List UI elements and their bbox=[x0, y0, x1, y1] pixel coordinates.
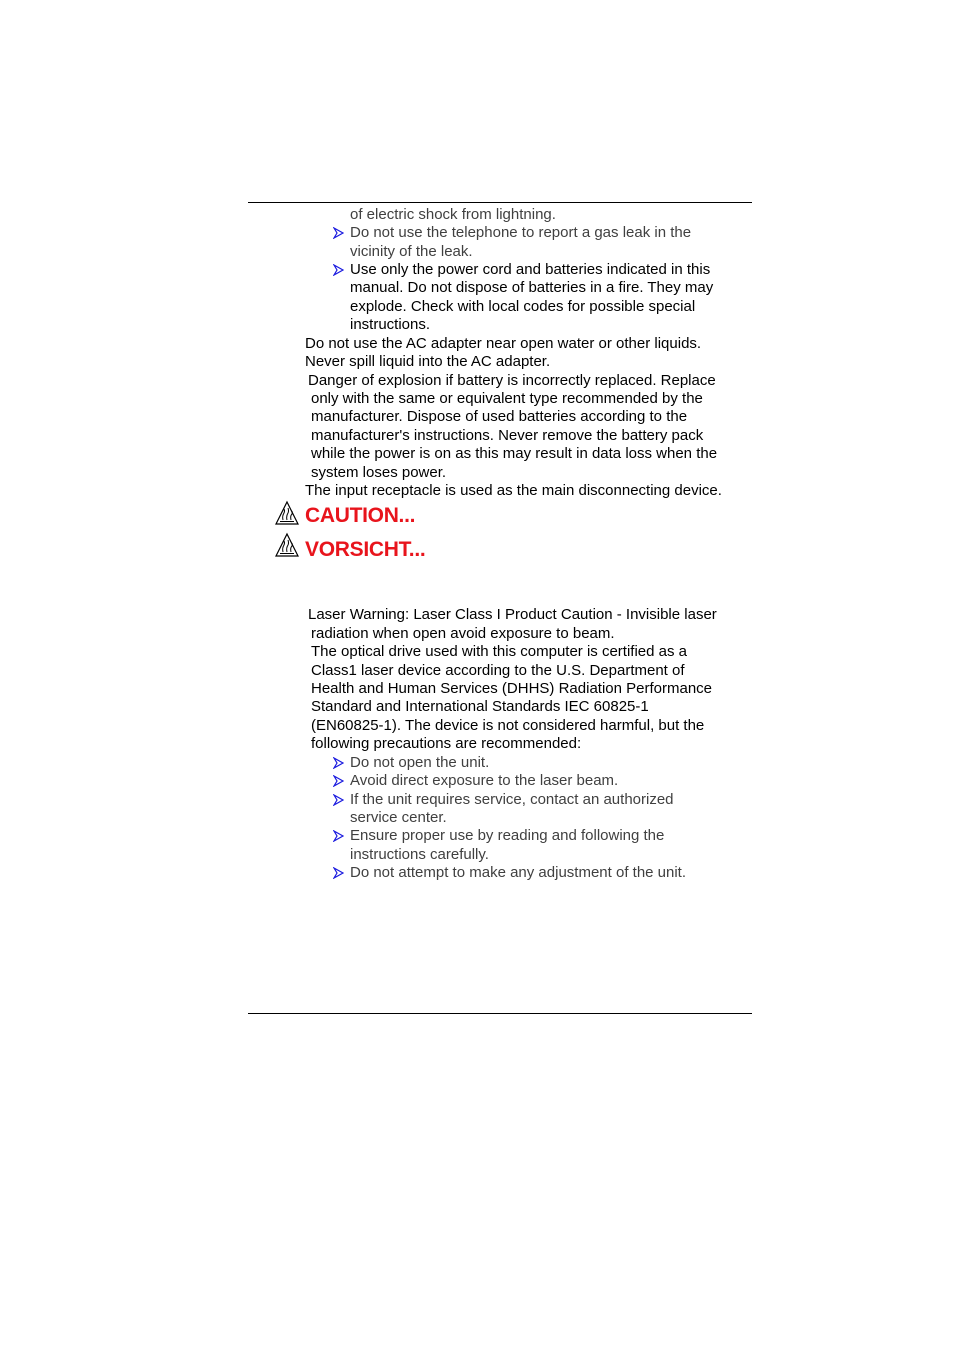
bullet-line: instructions. bbox=[350, 316, 431, 333]
laser-line: Standard and International Standards IEC 60825-1 bbox=[311, 698, 649, 715]
arrow-bullet-icon bbox=[333, 264, 344, 276]
battery-line: while the power is on as this may result in data loss when the bbox=[311, 445, 718, 462]
laser-bullet-line: If the unit requires service, contact an authorized bbox=[350, 791, 674, 808]
arrow-bullet-icon bbox=[333, 227, 344, 239]
laser-line: (EN60825-1). The device is not considered harmful, but the bbox=[311, 717, 705, 734]
arrow-bullet-icon bbox=[333, 867, 344, 879]
laser-bullet-line: instructions carefully. bbox=[350, 846, 489, 863]
laser-bullet-line: Do not open the unit. bbox=[350, 754, 490, 771]
laser-line: Class1 laser device according to the U.S. Department of bbox=[311, 662, 685, 679]
laser-line: Health and Human Services (DHHS) Radiation Performance bbox=[311, 680, 713, 697]
arrow-bullet-icon bbox=[333, 775, 344, 787]
bullet-continuation: of electric shock from lightning. bbox=[350, 206, 556, 223]
bullet-line: vicinity of the leak. bbox=[350, 243, 473, 260]
laser-bullet-line: Do not attempt to make any adjustment of the unit. bbox=[350, 864, 687, 881]
receptacle-line: The input receptacle is used as the main disconnecting device. bbox=[305, 482, 722, 499]
laser-bullet-line: service center. bbox=[350, 809, 447, 826]
battery-line: Danger of explosion if battery is incorrectly replaced. Replace bbox=[308, 372, 716, 389]
arrow-bullet-icon bbox=[333, 794, 344, 806]
laser-line: radiation when open avoid exposure to beam. bbox=[311, 625, 615, 642]
laser-bullet-line: Avoid direct exposure to the laser beam. bbox=[350, 772, 619, 789]
ac-adapter-line: Never spill liquid into the AC adapter. bbox=[305, 353, 551, 370]
bullet-line: Do not use the telephone to report a gas leak in the bbox=[350, 224, 692, 241]
battery-line: manufacturer's instructions. Never remove the battery pack bbox=[311, 427, 704, 444]
battery-line: system loses power. bbox=[311, 464, 447, 481]
ac-adapter-line: Do not use the AC adapter near open water or other liquids. bbox=[305, 335, 702, 352]
battery-line: only with the same or equivalent type recommended by the bbox=[311, 390, 703, 407]
laser-bullet-line: Ensure proper use by reading and following the bbox=[350, 827, 665, 844]
arrow-bullet-icon bbox=[333, 757, 344, 769]
bottom-rule bbox=[248, 1013, 752, 1014]
laser-line: The optical drive used with this computer is certified as a bbox=[311, 643, 688, 660]
arrow-bullet-icon bbox=[333, 830, 344, 842]
bullet-line: explode. Check with local codes for possible special bbox=[350, 298, 696, 315]
hot-surface-warning-icon bbox=[274, 500, 300, 526]
vorsicht-heading: VORSICHT... bbox=[305, 538, 426, 561]
bullet-line: manual. Do not dispose of batteries in a fire. They may bbox=[350, 279, 714, 296]
laser-line: Laser Warning: Laser Class I Product Caution - Invisible laser bbox=[308, 606, 717, 623]
battery-line: manufacturer. Dispose of used batteries according to the bbox=[311, 408, 688, 425]
hot-surface-warning-icon bbox=[274, 532, 300, 558]
caution-heading: CAUTION... bbox=[305, 504, 416, 527]
bullet-line: Use only the power cord and batteries indicated in this bbox=[350, 261, 711, 278]
laser-line: following precautions are recommended: bbox=[311, 735, 582, 752]
top-rule bbox=[248, 202, 752, 203]
